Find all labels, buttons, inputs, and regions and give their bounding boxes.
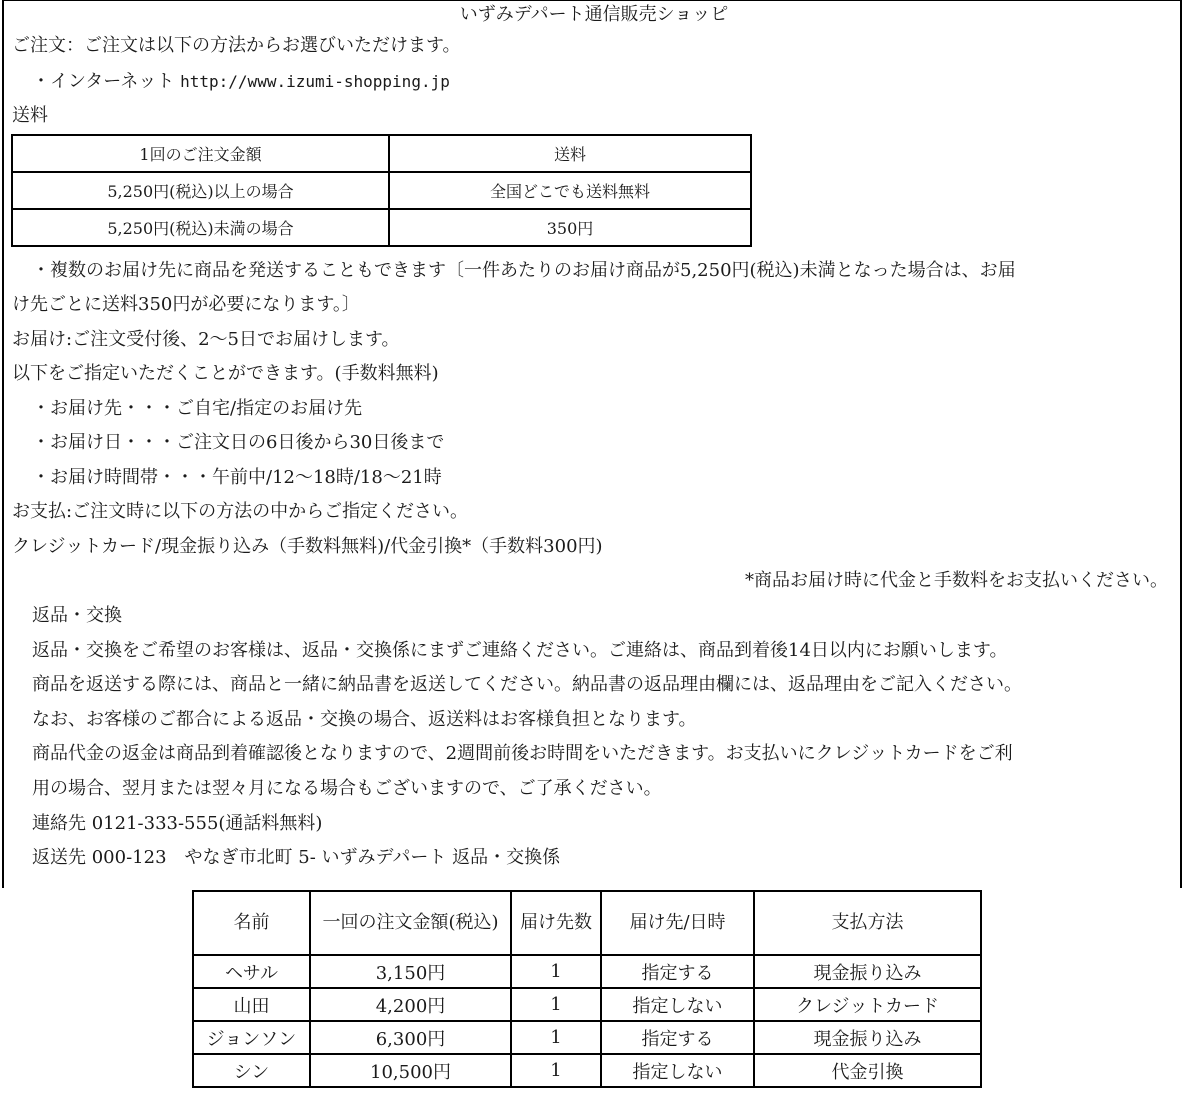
shipping-fee-table	[11, 134, 752, 247]
order-amount-cell: 10,500円	[310, 1054, 511, 1087]
orders-header-cell: 届け先数	[511, 891, 601, 955]
returns-text-line: なお、お客様のご都合による返品・交換の場合、返送料はお客様負担となります。	[32, 709, 697, 730]
order-heading: ご注文：ご注文は以下の方法からお選びいただけます。	[12, 35, 461, 56]
delivery-option-item: ・お届け日・・・ご注文日の6日後から30日後まで	[32, 432, 445, 453]
shipping-cell: 5,250円(税込)未満の場合	[12, 209, 389, 246]
payment-methods: クレジットカード/現金振り込み（手数料無料)/代金引換*（手数料300円)	[12, 536, 603, 557]
payment-method-cell: 代金引換	[754, 1054, 981, 1087]
delivery-spec-cell: 指定する	[601, 1021, 754, 1054]
payment-method-cell: クレジットカード	[754, 988, 981, 1021]
shipping-cell: 5,250円(税込)以上の場合	[12, 172, 389, 209]
payment-method-cell: 現金振り込み	[754, 955, 981, 988]
shipping-cell: 350円	[389, 209, 751, 246]
delivery-heading: お届け:ご注文受付後、2〜5日でお届けします。	[12, 329, 400, 350]
shipping-header-cell: 送料	[389, 135, 751, 172]
returns-text-line: 返品・交換をご希望のお客様は、返品・交換係にまずご連絡ください。ご連絡は、商品到着後14日以内にお願いします。	[32, 640, 1008, 661]
returns-address: 返送先 000-123 やなぎ市北町 5- いずみデパート 返品・交換係	[32, 847, 561, 868]
order-amount-cell: 4,200円	[310, 988, 511, 1021]
delivery-spec-cell: 指定しない	[601, 988, 754, 1021]
customer-name-cell: ヘサル	[193, 955, 310, 988]
delivery-options-intro: 以下をご指定いただくことができます。(手数料無料)	[12, 363, 439, 384]
shipping-note-line2: け先ごとに送料350円が必要になります。〕	[12, 294, 360, 315]
shipping-label: 送料	[12, 105, 48, 126]
table-row	[193, 955, 981, 988]
table-row	[193, 988, 981, 1021]
order-amount-cell: 6,300円	[310, 1021, 511, 1054]
shipping-header-row	[12, 135, 751, 172]
table-row	[193, 1054, 981, 1087]
payment-method-cell: 現金振り込み	[754, 1021, 981, 1054]
returns-text-line: 用の場合、翌月または翌々月になる場合もございますので、ご了承ください。	[32, 778, 662, 799]
customer-name-cell: シン	[193, 1054, 310, 1087]
table-row	[193, 1021, 981, 1054]
delivery-option-item: ・お届け先・・・ご自宅/指定のお届け先	[32, 398, 363, 419]
payment-footnote: *商品お届け時に代金と手数料をお支払いください。	[745, 570, 1168, 591]
orders-header-cell: 届け先/日時	[601, 891, 754, 955]
destination-count-cell: 1	[511, 988, 601, 1021]
internet-order-line	[32, 65, 450, 99]
customer-name-cell: ジョンソン	[193, 1021, 310, 1054]
returns-text-line: 商品を返送する際には、商品と一緒に納品書を返送してください。納品書の返品理由欄には、返品理由をご記入ください。	[32, 674, 1022, 695]
delivery-option-item: ・お届け時間帯・・・午前中/12〜18時/18〜21時	[32, 467, 442, 488]
page-title: いずみデパート通信販売ショッピ	[459, 4, 729, 25]
payment-heading: お支払:ご注文時に以下の方法の中からご指定ください。	[12, 501, 469, 522]
shipping-cell: 全国どこでも送料無料	[389, 172, 751, 209]
delivery-spec-cell: 指定しない	[601, 1054, 754, 1087]
destination-count-cell: 1	[511, 955, 601, 988]
orders-header-cell: 一回の注文金額(税込)	[310, 891, 511, 955]
returns-heading: 返品・交換	[32, 605, 122, 626]
returns-contact: 連絡先 0121-333-555(通話料無料)	[32, 813, 323, 834]
shipping-note-line1: ・複数のお届け先に商品を発送することもできます〔一件あたりのお届け商品が5,250円(税込)未満となった場合は、お届	[32, 260, 1016, 281]
shipping-header-cell: 1回のご注文金額	[12, 135, 389, 172]
orders-header-cell: 支払方法	[754, 891, 981, 955]
orders-table	[192, 890, 982, 1088]
returns-text-line: 商品代金の返金は商品到着確認後となりますので、2週間前後お時間をいただきます。お支払いにクレジットカードをご利	[32, 743, 1013, 764]
destination-count-cell: 1	[511, 1021, 601, 1054]
orders-header-row	[193, 891, 981, 955]
order-amount-cell: 3,150円	[310, 955, 511, 988]
shipping-row	[12, 209, 751, 246]
shop-info-panel	[2, 0, 1182, 888]
orders-header-cell: 名前	[193, 891, 310, 955]
shop-url-link[interactable]: http://www.izumi-shopping.jp	[180, 72, 450, 91]
delivery-spec-cell: 指定する	[601, 955, 754, 988]
shipping-row	[12, 172, 751, 209]
customer-name-cell: 山田	[193, 988, 310, 1021]
internet-label: ・インターネット	[32, 71, 175, 92]
destination-count-cell: 1	[511, 1054, 601, 1087]
